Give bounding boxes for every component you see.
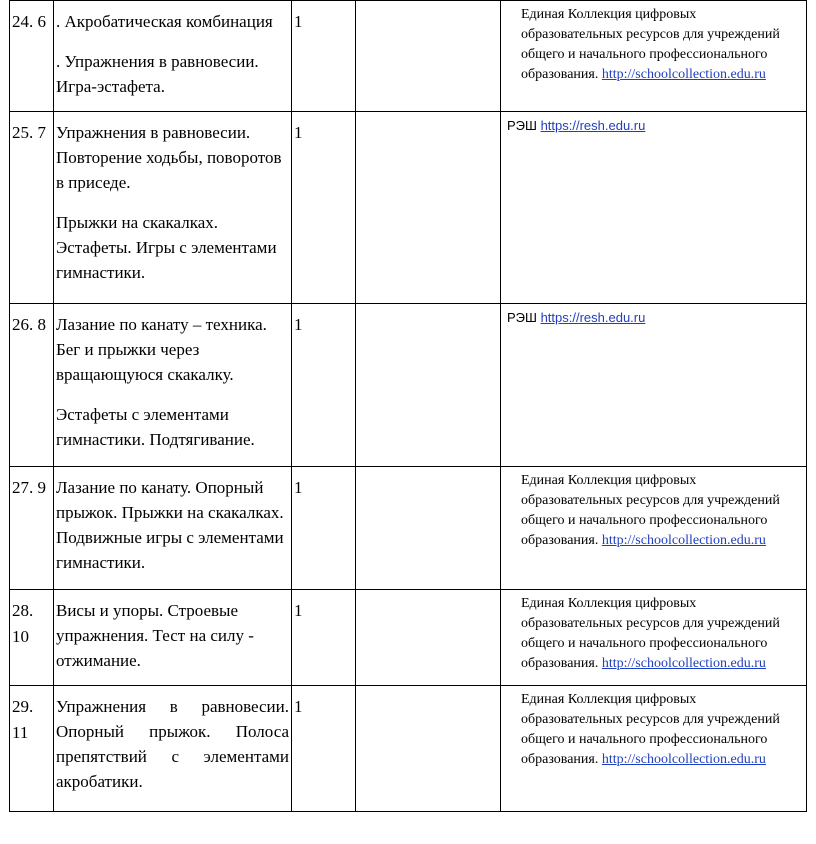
lesson-topic [54, 304, 292, 467]
lesson-topic [54, 112, 292, 304]
resource-cell [501, 112, 807, 304]
table-row [10, 467, 807, 590]
empty-cell [356, 112, 501, 304]
lesson-number [10, 1, 54, 112]
table-row [10, 112, 807, 304]
hours-text: 1 [294, 123, 303, 142]
lesson-topic [54, 686, 292, 812]
lesson-hours [292, 304, 356, 467]
lesson-number-text: 24. 6 [12, 12, 46, 31]
lesson-plan-table [9, 0, 807, 812]
lesson-hours [292, 1, 356, 112]
lesson-number-text: 29. 11 [12, 697, 34, 742]
lesson-number [10, 112, 54, 304]
resource-text [501, 1, 806, 85]
lesson-number-text: 26. 8 [12, 315, 46, 334]
resource-cell [501, 686, 807, 812]
lesson-topic [54, 1, 292, 112]
resource-link[interactable]: https://resh.edu.ru [540, 310, 646, 325]
topic-paragraph: Упражнения в равновесии. Повторение ходьбы, поворотов в приседе. [56, 123, 282, 192]
hours-text: 1 [294, 601, 303, 620]
resource-link[interactable]: https://resh.edu.ru [540, 118, 646, 133]
lesson-number [10, 590, 54, 686]
lesson-hours [292, 112, 356, 304]
table-row [10, 686, 807, 812]
lesson-topic [54, 590, 292, 686]
table-row [10, 590, 807, 686]
resource-cell [501, 590, 807, 686]
resource-description: Единая Коллекция цифровых образовательных ресурсов для учреждений общего и начального профессионального образования. [521, 596, 780, 671]
resource-text [501, 686, 806, 770]
topic-paragraph: Лазание по канату. Опорный прыжок. Прыжки на скакалках. Подвижные игры с элементами гимнастики. [56, 478, 284, 572]
empty-cell [356, 304, 501, 467]
lesson-number [10, 304, 54, 467]
resource-description: Единая Коллекция цифровых образовательных ресурсов для учреждений общего и начального профессионального образования. [521, 7, 780, 82]
topic-paragraph: . Упражнения в равновесии. Игра-эстафета. [56, 52, 259, 96]
resource-description: РЭШ [507, 118, 537, 133]
table-row [10, 304, 807, 467]
topic-paragraph: . Акробатическая комбинация [56, 12, 273, 31]
empty-cell [356, 467, 501, 590]
lesson-number-text: 25. 7 [12, 123, 46, 142]
topic-paragraph: Прыжки на скакалках. Эстафеты. Игры с элементами гимнастики. [56, 213, 277, 282]
lesson-topic [54, 467, 292, 590]
empty-cell [356, 686, 501, 812]
lesson-hours [292, 590, 356, 686]
resource-cell [501, 1, 807, 112]
resource-cell [501, 304, 807, 467]
hours-text: 1 [294, 478, 303, 497]
resource-cell [501, 467, 807, 590]
lesson-number [10, 686, 54, 812]
table-row [10, 1, 807, 112]
resource-link[interactable]: http://schoolcollection.edu.ru [601, 533, 766, 548]
resource-text [501, 590, 806, 674]
resource-link[interactable]: http://schoolcollection.edu.ru [601, 67, 766, 82]
resource-link[interactable]: http://schoolcollection.edu.ru [601, 656, 766, 671]
resource-link[interactable]: http://schoolcollection.edu.ru [601, 752, 766, 767]
resource-text [501, 467, 806, 551]
lesson-number-text: 28. 10 [12, 601, 34, 646]
topic-paragraph: Упражнения в равновесии. Опорный прыжок. Полоса препятствий с элементами акробатики. [56, 697, 289, 791]
resource-text [501, 112, 806, 136]
hours-text: 1 [294, 12, 303, 31]
resource-text [501, 304, 806, 328]
lesson-hours [292, 686, 356, 812]
topic-paragraph: Лазание по канату – техника. Бег и прыжки через вращающуюся скакалку. [56, 315, 267, 384]
hours-text: 1 [294, 697, 303, 716]
lesson-hours [292, 467, 356, 590]
resource-description: Единая Коллекция цифровых образовательных ресурсов для учреждений общего и начального профессионального образования. [521, 473, 780, 548]
lesson-number-text: 27. 9 [12, 478, 46, 497]
empty-cell [356, 590, 501, 686]
lesson-number [10, 467, 54, 590]
hours-text: 1 [294, 315, 303, 334]
topic-paragraph: Эстафеты с элементами гимнастики. Подтягивание. [56, 405, 255, 449]
topic-paragraph: Висы и упоры. Строевые упражнения. Тест на силу - отжимание. [56, 601, 254, 670]
empty-cell [356, 1, 501, 112]
resource-description: РЭШ [507, 310, 537, 325]
resource-description: Единая Коллекция цифровых образовательных ресурсов для учреждений общего и начального профессионального образования. [521, 692, 780, 767]
